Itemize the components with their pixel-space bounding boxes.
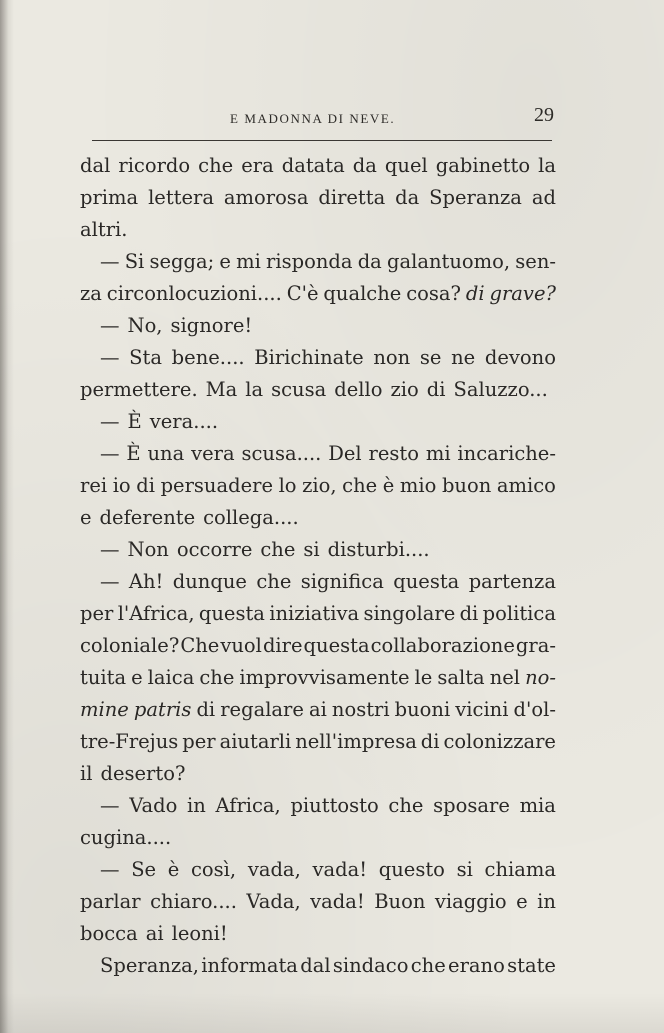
word: resto: [368, 442, 419, 465]
word: che: [199, 666, 235, 689]
word: e: [131, 666, 143, 689]
word: vicini: [455, 698, 509, 721]
word: che: [256, 570, 292, 593]
word: lo: [278, 474, 297, 497]
word: era: [241, 154, 274, 177]
word: bene....: [171, 346, 245, 369]
word: È: [127, 410, 142, 433]
word: aiutarli: [219, 730, 292, 753]
word: significa: [300, 570, 384, 593]
word: signore!: [170, 314, 253, 337]
word: mio: [399, 474, 437, 497]
text-line: [80, 182, 556, 214]
word: buon: [441, 474, 492, 497]
word: —: [100, 794, 120, 817]
word: il: [80, 762, 93, 785]
word: salta: [437, 666, 485, 689]
word: —: [100, 570, 120, 593]
word: coloniale?: [80, 634, 180, 657]
word: erano: [448, 954, 505, 977]
word: amico: [496, 474, 556, 497]
page-header: [78, 102, 556, 132]
word: che: [410, 954, 446, 977]
text-line: [80, 598, 556, 630]
word: dire: [262, 634, 303, 657]
word: rei: [80, 474, 108, 497]
text-line: [80, 822, 556, 854]
word: è: [382, 474, 395, 497]
word: dunque: [172, 570, 247, 593]
word: Non: [127, 538, 169, 561]
word: —: [100, 410, 120, 433]
word: per: [80, 602, 114, 625]
text-line: [80, 854, 556, 886]
word: sposare: [433, 794, 510, 817]
word: non: [373, 346, 411, 369]
word: iniziativa: [269, 602, 360, 625]
word: devono: [484, 346, 556, 369]
word: za: [80, 282, 102, 305]
word: —: [100, 538, 120, 561]
word: collega....: [203, 506, 299, 529]
word: collaborazione: [370, 634, 515, 657]
word: scusa....: [241, 442, 322, 465]
word: bocca: [80, 922, 138, 945]
word: risponda: [266, 250, 353, 273]
word: la: [245, 378, 264, 401]
word: vuol: [220, 634, 262, 657]
word: altri.: [80, 218, 128, 241]
word: da: [395, 186, 420, 209]
word: informata: [201, 954, 298, 977]
word: in: [187, 794, 206, 817]
word: colonizzare: [443, 730, 556, 753]
word: lettera: [148, 186, 214, 209]
word: d'ol-: [513, 698, 556, 721]
word: nel: [489, 666, 521, 689]
word: patris: [133, 698, 192, 721]
word: qualche: [323, 282, 402, 305]
word: mi: [236, 250, 261, 273]
text-line: [80, 758, 556, 790]
word: partenza: [468, 570, 556, 593]
word: da: [357, 250, 382, 273]
word: di: [196, 698, 216, 721]
word: Ma: [205, 378, 238, 401]
word: cugina....: [80, 826, 172, 849]
word: Vada,: [246, 890, 301, 913]
word: chiama: [484, 858, 556, 881]
word: cosa?: [406, 282, 461, 305]
word: mi: [425, 442, 451, 465]
word: segga;: [149, 250, 215, 273]
word: zio: [390, 378, 419, 401]
word: No,: [127, 314, 163, 337]
word: Saluzzo...: [453, 378, 548, 401]
word: viaggio: [434, 890, 507, 913]
word: Che: [180, 634, 220, 657]
word: Buon: [374, 890, 426, 913]
text-line: [80, 374, 556, 406]
text-line: [80, 950, 556, 982]
word: occorre: [176, 538, 253, 561]
word: Vado: [129, 794, 178, 817]
word: per: [182, 730, 216, 753]
word: quel: [384, 154, 428, 177]
body-text: [80, 150, 556, 982]
word: ai: [308, 698, 327, 721]
word: disturbi....: [327, 538, 430, 561]
text-line: [80, 438, 556, 470]
page-number: 29: [534, 104, 554, 126]
text-line: [80, 406, 556, 438]
text-line: [80, 342, 556, 374]
text-line: [80, 310, 556, 342]
page-bottom-shadow: [0, 993, 664, 1033]
text-line: [80, 214, 556, 246]
word: —: [100, 858, 120, 881]
word: vera....: [149, 410, 219, 433]
word: io: [112, 474, 131, 497]
word: dal: [300, 954, 331, 977]
text-line: [80, 790, 556, 822]
word: buoni: [394, 698, 451, 721]
word: scusa: [271, 378, 327, 401]
word: ne: [451, 346, 476, 369]
word: Africa,: [215, 794, 281, 817]
word: ai: [145, 922, 164, 945]
word: sindaco: [332, 954, 409, 977]
word: Si: [124, 250, 145, 273]
word: di: [136, 474, 155, 497]
word: amorosa: [223, 186, 309, 209]
page-gutter-shadow: [0, 0, 14, 1033]
word: l'Africa,: [117, 602, 195, 625]
word: datata: [281, 154, 345, 177]
word: Birichinate: [254, 346, 364, 369]
text-line: [80, 534, 556, 566]
word: questo: [378, 858, 445, 881]
word: deserto?: [100, 762, 186, 785]
word: di: [420, 730, 440, 753]
word: sen-: [515, 250, 556, 273]
word: vada!: [310, 890, 365, 913]
word: dal: [80, 154, 111, 177]
word: una: [147, 442, 185, 465]
word: permettere.: [80, 378, 198, 401]
word: piuttosto: [290, 794, 379, 817]
word: le: [414, 666, 433, 689]
text-line: [80, 470, 556, 502]
word: gabinetto: [435, 154, 531, 177]
word: e: [80, 506, 92, 529]
word: si: [303, 538, 320, 561]
word: così,: [191, 858, 237, 881]
word: che: [342, 474, 378, 497]
running-head: E MADONNA DI NEVE.: [230, 111, 396, 126]
word: tre-Frejus: [80, 730, 179, 753]
word: da: [352, 154, 377, 177]
word: grave?: [489, 282, 556, 305]
word: —: [100, 442, 120, 465]
word: Se: [131, 858, 157, 881]
text-line: [80, 694, 556, 726]
word: deferente: [99, 506, 196, 529]
word: si: [456, 858, 473, 881]
word: vera: [191, 442, 235, 465]
word: dello: [334, 378, 383, 401]
word: in: [537, 890, 556, 913]
word: incariche-: [457, 442, 556, 465]
word: la: [538, 154, 556, 177]
word: ad: [531, 186, 556, 209]
word: Speranza,: [100, 954, 199, 977]
word: no-: [525, 666, 556, 689]
word: che: [198, 154, 234, 177]
word: state: [507, 954, 556, 977]
word: che: [388, 794, 424, 817]
word: laica: [147, 666, 195, 689]
word: leoni!: [171, 922, 228, 945]
text-line: [80, 726, 556, 758]
word: di: [459, 602, 479, 625]
word: circonlocuzioni....: [106, 282, 282, 305]
word: vada,: [247, 858, 301, 881]
word: Speranza: [429, 186, 522, 209]
text-line: [80, 886, 556, 918]
word: C'è: [286, 282, 319, 305]
word: prima: [80, 186, 139, 209]
word: nell'impresa: [295, 730, 417, 753]
word: vada!: [312, 858, 368, 881]
text-line: [80, 662, 556, 694]
word: tuita: [80, 666, 127, 689]
word: questa: [393, 570, 460, 593]
text-line: [80, 246, 556, 278]
word: di: [426, 378, 446, 401]
word: che: [260, 538, 296, 561]
word: e: [219, 250, 231, 273]
text-line: [80, 278, 556, 310]
word: Del: [328, 442, 362, 465]
word: zio,: [302, 474, 337, 497]
word: se: [419, 346, 442, 369]
word: improvvisamente: [239, 666, 410, 689]
word: chiaro....: [150, 890, 237, 913]
word: Ah!: [128, 570, 164, 593]
word: gra-: [515, 634, 556, 657]
word: e: [516, 890, 528, 913]
word: persuadere: [160, 474, 273, 497]
word: Sta: [129, 346, 162, 369]
word: singolare: [363, 602, 456, 625]
word: di: [465, 282, 485, 305]
word: —: [100, 314, 120, 337]
word: parlar: [80, 890, 141, 913]
word: è: [167, 858, 180, 881]
word: —: [100, 250, 120, 273]
word: questa: [198, 602, 265, 625]
text-line: [80, 918, 556, 950]
word: regalare: [220, 698, 304, 721]
word: ricordo: [118, 154, 191, 177]
word: galantuomo,: [387, 250, 511, 273]
text-line: [80, 630, 556, 662]
word: diretta: [318, 186, 386, 209]
word: mia: [519, 794, 556, 817]
text-line: [80, 566, 556, 598]
word: mine: [80, 698, 129, 721]
header-rule: [92, 140, 552, 141]
word: politica: [482, 602, 556, 625]
word: questa: [303, 634, 370, 657]
word: —: [100, 346, 120, 369]
text-line: [80, 150, 556, 182]
text-line: [80, 502, 556, 534]
word: nostri: [331, 698, 390, 721]
word: È: [126, 442, 141, 465]
